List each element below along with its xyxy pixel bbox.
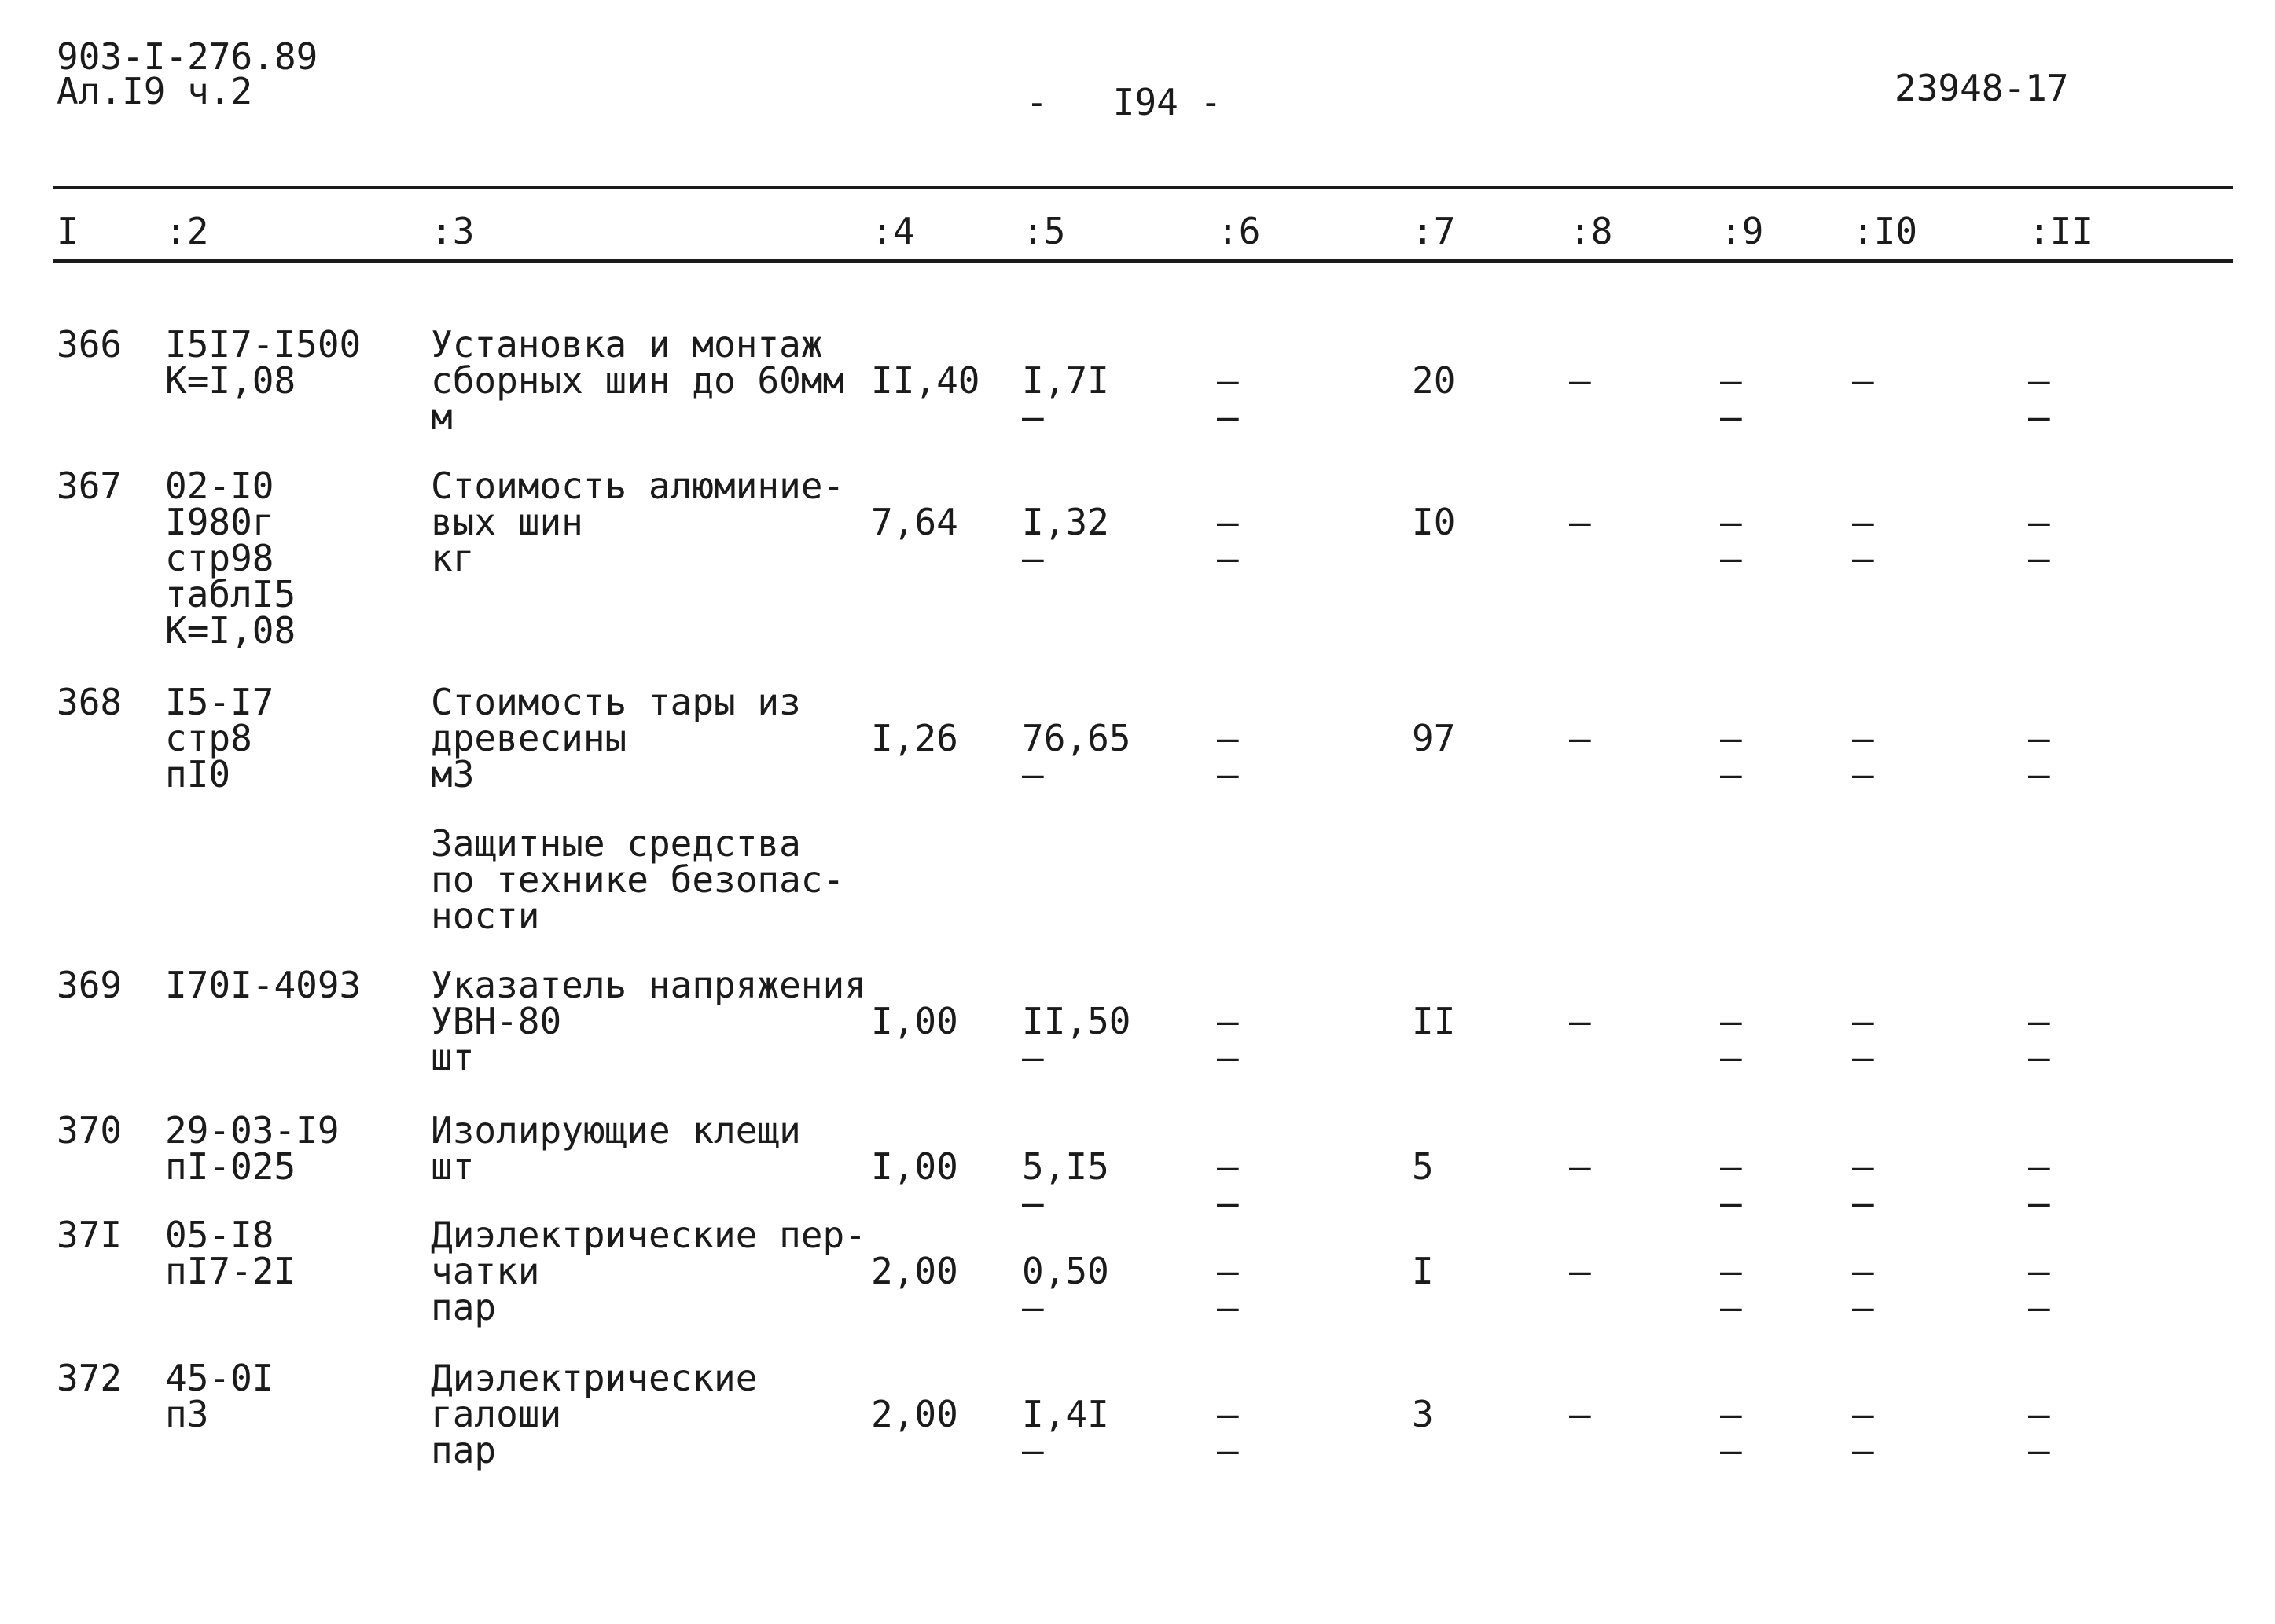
cell-col-5: 76,65 –: [1022, 717, 1131, 795]
cell-col-9: – –: [1720, 501, 1742, 579]
document-id: 23948-17: [1895, 67, 2069, 109]
cell-col-6: – –: [1217, 501, 1239, 579]
cell-col-10: – –: [1852, 1393, 1874, 1472]
cell-col-7: 5: [1412, 1145, 1434, 1188]
cell-col-7: I0: [1412, 501, 1456, 543]
cell-col-7: II: [1412, 1000, 1456, 1042]
cell-item-number: 37I: [57, 1214, 123, 1256]
column-header-1: I: [57, 210, 79, 252]
cell-col-8: –: [1569, 1000, 1591, 1042]
column-header-7: :7: [1412, 210, 1456, 252]
cell-col-6: – –: [1217, 1250, 1239, 1328]
column-header-2: :2: [165, 210, 209, 252]
cell-description: Диэлектрические галоши пар: [431, 1357, 758, 1472]
cell-col-5: I,7I –: [1022, 359, 1109, 438]
cell-col-6: – –: [1217, 359, 1239, 438]
document-code: 903-I-276.89: [57, 35, 318, 78]
cell-col-11: – –: [2028, 717, 2050, 795]
cell-col-5: 5,I5 –: [1022, 1145, 1109, 1224]
column-header-8: :8: [1569, 210, 1613, 252]
cell-col-10: – –: [1852, 1145, 1874, 1224]
cell-col-8: –: [1569, 717, 1591, 759]
cell-col-5: I,32 –: [1022, 501, 1109, 579]
cell-item-number: 368: [57, 681, 123, 723]
cell-item-number: 366: [57, 323, 123, 366]
cell-col-6: – –: [1217, 1145, 1239, 1224]
cell-col-11: – –: [2028, 1393, 2050, 1472]
cell-col-7: 3: [1412, 1393, 1434, 1435]
cell-col-5: I,4I –: [1022, 1393, 1109, 1472]
cell-col-4: 7,64: [871, 501, 958, 543]
cell-col-6: – –: [1217, 1000, 1239, 1078]
cell-description: Стоимость алюминие- вых шин кг: [431, 465, 845, 579]
cell-col-7: I: [1412, 1250, 1434, 1292]
column-header-11: :II: [2028, 210, 2094, 252]
cell-description: Стоимость тары из древесины м3: [431, 681, 801, 795]
cell-col-9: – –: [1720, 1393, 1742, 1472]
column-header-5: :5: [1022, 210, 1066, 252]
cell-col-11: – –: [2028, 1145, 2050, 1224]
cell-description: Установка и монтаж сборных шин до 60мм м: [431, 323, 845, 438]
column-header-3: :3: [431, 210, 475, 252]
column-header-6: :6: [1217, 210, 1261, 252]
cell-description: Диэлектрические пер- чатки пар: [431, 1214, 866, 1328]
cell-col-11: – –: [2028, 501, 2050, 579]
cell-col-4: I,00: [871, 1145, 958, 1188]
album-part: Ал.I9 ч.2: [57, 70, 253, 112]
cell-description: Защитные средства по технике безопас- ности: [431, 822, 845, 937]
column-header-9: :9: [1720, 210, 1764, 252]
cell-col-7: 20: [1412, 359, 1456, 402]
cell-col-8: –: [1569, 1145, 1591, 1188]
cell-description: Изолирующие клещи шт: [431, 1109, 801, 1188]
cell-col-8: –: [1569, 359, 1591, 402]
cell-col-11: – –: [2028, 1000, 2050, 1078]
cell-col-8: –: [1569, 1393, 1591, 1435]
cell-code: 29-03-I9 пI-025: [165, 1109, 340, 1188]
table-header-rule: [53, 259, 2233, 263]
cell-col-5: II,50 –: [1022, 1000, 1131, 1078]
cell-col-4: 2,00: [871, 1393, 958, 1435]
cell-col-9: – –: [1720, 1250, 1742, 1328]
cell-col-9: – –: [1720, 1000, 1742, 1078]
table-top-rule: [53, 186, 2233, 189]
cell-col-5: 0,50 –: [1022, 1250, 1109, 1328]
column-header-10: :I0: [1852, 210, 1918, 252]
cell-col-4: I,00: [871, 1000, 958, 1042]
cell-col-11: – –: [2028, 359, 2050, 438]
cell-col-8: –: [1569, 1250, 1591, 1292]
cell-col-10: – –: [1852, 1000, 1874, 1078]
cell-col-10: – –: [1852, 501, 1874, 579]
cell-col-10: – –: [1852, 717, 1874, 795]
cell-col-4: I,26: [871, 717, 958, 759]
cell-item-number: 367: [57, 465, 123, 507]
cell-item-number: 372: [57, 1357, 123, 1399]
cell-col-9: – –: [1720, 717, 1742, 795]
cell-col-11: – –: [2028, 1250, 2050, 1328]
cell-col-6: – –: [1217, 717, 1239, 795]
cell-col-4: 2,00: [871, 1250, 958, 1292]
cell-col-10: – –: [1852, 1250, 1874, 1328]
cell-code: I70I-4093: [165, 964, 362, 1006]
cell-code: 02-I0 I980г стр98 таблI5 К=I,08: [165, 465, 296, 652]
cell-col-8: –: [1569, 501, 1591, 543]
cell-code: I5-I7 стр8 пI0: [165, 681, 274, 795]
cell-col-10: –: [1852, 359, 1874, 402]
cell-description: Указатель напряжения УВН-80 шт: [431, 964, 866, 1078]
page-number: - I94 -: [1026, 81, 1222, 123]
cell-col-4: II,40: [871, 359, 980, 402]
cell-col-9: – –: [1720, 1145, 1742, 1224]
cell-item-number: 369: [57, 964, 123, 1006]
cell-item-number: 370: [57, 1109, 123, 1152]
cell-col-9: – –: [1720, 359, 1742, 438]
column-header-4: :4: [871, 210, 915, 252]
cell-code: I5I7-I500 К=I,08: [165, 323, 362, 402]
cell-code: 45-0I п3: [165, 1357, 274, 1435]
cell-col-6: – –: [1217, 1393, 1239, 1472]
cell-code: 05-I8 пI7-2I: [165, 1214, 296, 1292]
cell-col-7: 97: [1412, 717, 1456, 759]
